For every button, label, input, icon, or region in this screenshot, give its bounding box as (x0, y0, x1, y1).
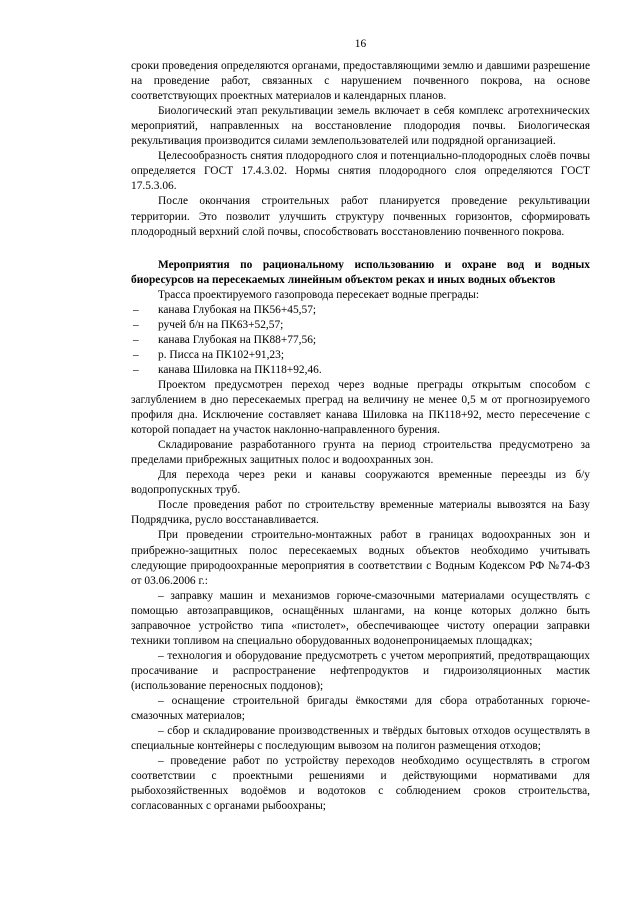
measure-item: – проведение работ по устройству переходов необходимо осуществлять в строгом соответствии с проектными решениями и действующими нормативами для рыбохозяйственных водоёмов и водотоков с соблюдением сроков строительства, согласованных с органами рыбоохраны; (131, 755, 590, 813)
page-number: 16 (354, 38, 367, 50)
section-heading: Мероприятия по рациональному использованию и охране вод и водных биоресурсов на пересекаемых линейным объектом реках и иных водных объектов (131, 258, 590, 286)
dash-marker: – (158, 725, 164, 738)
measure-item: – сбор и складирование производственных и твёрдых бытовых отходов осуществлять в специальные контейнеры с последующим вывозом на полигон размещения отходов; (131, 725, 590, 753)
dash-marker: – (158, 649, 164, 662)
dash-marker: – (158, 755, 164, 768)
dash-marker: – (133, 318, 139, 331)
measure-item: – технология и оборудование предусмотреть с учетом мероприятий, предотвращающих просачивание и распространение нефтепродуктов и гидроизоляционных мастик (использование переносных поддонов); (131, 649, 590, 692)
paragraph-continued: сроки проведения определяются органами, предоставляющими землю и давшими разрешение на проведение работ, связанных с нарушением почвенного покрова, на основе соответствующих проектных материалов и календарных планов. (131, 60, 590, 103)
paragraph: Биологический этап рекультивации земель включает в себя комплекс агротехнических мероприятий, направленных на восстановление плодородия почвы. Биологическая рекультивация производится силами землепользователей или подрядной организацией. (131, 105, 590, 148)
paragraph: После проведения работ по строительству временные материалы вывозятся на Базу Подрядчика, русло восстанавливается. (131, 499, 590, 527)
list-item: – ручей б/н на ПК63+52,57; (131, 318, 590, 333)
paragraph: Складирование разработанного грунта на период строительства предусмотрено за пределами прибрежных защитных полос и водоохранных зон. (131, 439, 590, 467)
dash-marker: – (133, 363, 139, 376)
paragraph: Целесообразность снятия плодородного слоя и потенциально-плодородных слоёв почвы определяется ГОСТ 17.4.3.02. Нормы снятия плодородного слоя определяются ГОСТ 17.5.3.06. (131, 150, 590, 193)
dash-marker: – (133, 333, 139, 346)
measure-item: – заправку машин и механизмов горюче-смазочными материалами осуществлять с помощью автозаправщиков, оснащённых шлангами, на конце которых должно быть заправочное устройство типа «пистолет», обеспечивающее чистоту операции заправки техники топливом на специально оборудованных водонепроницаемых площадках; (131, 589, 590, 647)
paragraph: После окончания строительных работ планируется проведение рекультивации территории. Это позволит улучшить структуру почвенных горизонтов, сформировать плодородный верхний слой почвы, способствовать восстановлению почвенного покрова. (131, 195, 590, 238)
dash-marker: – (158, 589, 164, 602)
paragraph: Трасса проектируемого газопровода пересекает водные преграды: (158, 288, 479, 301)
crossings-list (131, 303, 590, 378)
paragraph: Проектом предусмотрен переход через водные преграды открытым способом с заглублением в дно пересекаемых преград на величину не менее 0,5 м от прогнозируемого профиля дна. Исключение составляет канава Шиловка на ПК118+92, место пересечение с которой попадает на участок наклонно-направленного бурения. (131, 378, 590, 437)
list-item: – канава Глубокая на ПК88+77,56; (131, 333, 590, 348)
measure-item: – оснащение строительной бригады ёмкостями для сбора отработанных горюче-смазочных материалов; (131, 694, 590, 723)
list-item: – канава Шиловка на ПК118+92,46. (131, 363, 590, 378)
list-item: – р. Писса на ПК102+91,23; (131, 348, 590, 363)
dash-marker: – (133, 303, 139, 316)
dash-marker: – (133, 348, 139, 361)
dash-marker: – (158, 694, 164, 707)
paragraph: Для перехода через реки и канавы сооружаются временные переезды из б/у водопропускных труб. (131, 469, 590, 497)
paragraph: При проведении строительно-монтажных работ в границах водоохранных зон и прибрежно-защитных полос пересекаемых водных объектов необходимо учитывать следующие природоохранные мероприятия в соответствии с Водным Кодексом РФ №74-ФЗ от 03.06.2006 г.: (131, 529, 590, 587)
list-item: – канава Глубокая на ПК56+45,57; (131, 303, 590, 318)
